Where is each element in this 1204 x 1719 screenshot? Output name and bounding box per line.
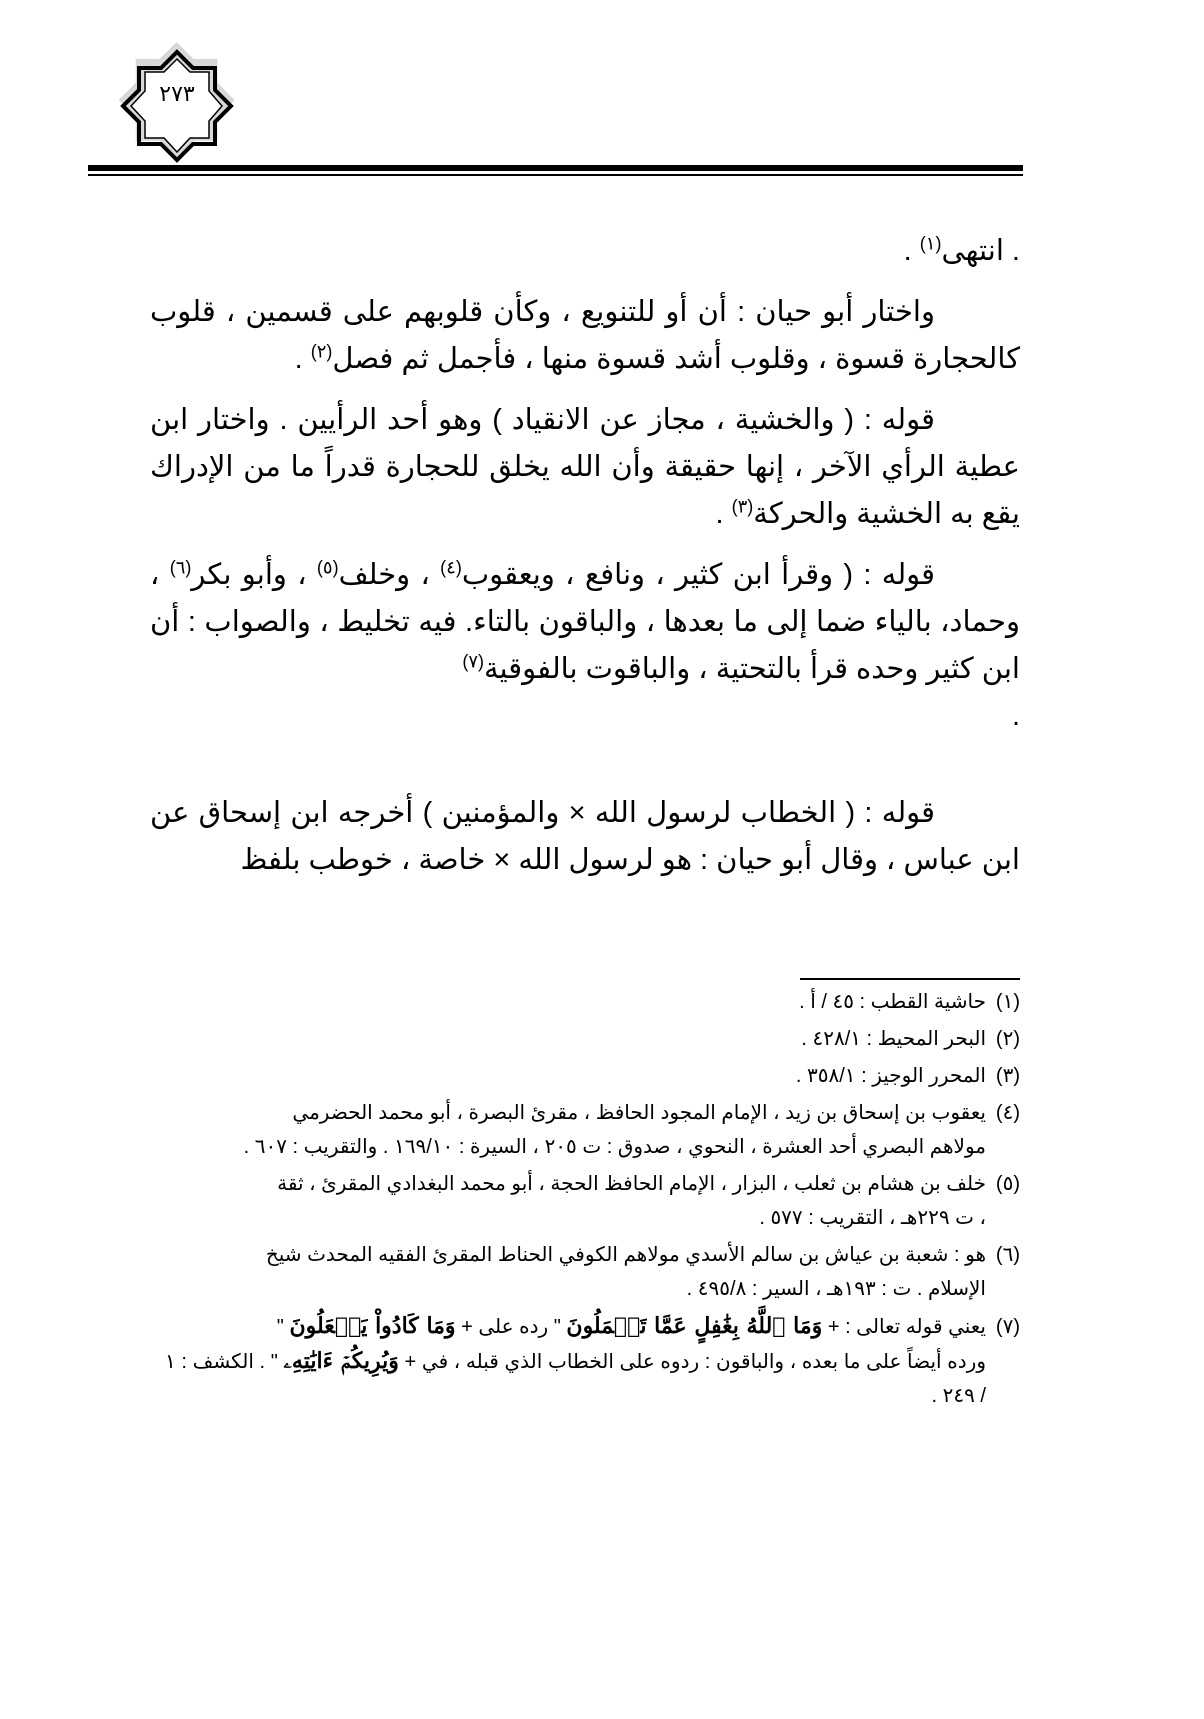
punctuation: . (1011, 700, 1020, 732)
paragraph-5 (150, 790, 1020, 884)
footnote-text: يعقوب بن إسحاق بن زيد ، الإمام المجود الحافظ ، مقرئ البصرة ، أبو محمد الحضرمي (292, 1102, 986, 1124)
footnote-4 (165, 1096, 1020, 1164)
footnote-text: " . الكشف : ١ / ٢٤٩ . (165, 1351, 986, 1407)
header-rule-thin (88, 174, 1023, 176)
footnote-text: حاشية القطب : ٤٥ / أ . (799, 991, 986, 1013)
paragraph-gap (150, 754, 1020, 790)
footnote-number: (٢) (995, 1028, 1020, 1050)
main-text (150, 228, 1020, 898)
footnote-3 (165, 1059, 1020, 1093)
footnote-7 (165, 1309, 1020, 1413)
page-number: ٢٧٣ (159, 82, 195, 107)
footnote-2 (165, 1022, 1020, 1056)
punctuation: . (294, 343, 303, 375)
paragraph-text: قوله : ( والخشية ، مجاز عن الانقياد ) وهو أحد الرأيين . واختار ابن عطية الرأي الآخر ، إنها حقيقة وأن الله يخلق للحجارة قدراً ما من الإدراك يقع به الخشية والحركة (150, 404, 1020, 530)
paragraph-text: . انتهى (941, 235, 1020, 267)
footnote-ref: (٥) (316, 557, 339, 578)
footnote-separator (800, 978, 1020, 980)
paragraph-text: قوله : ( وقرأ ابن كثير ، ونافع ، ويعقوب (461, 559, 936, 591)
footnote-number: (٦) (995, 1244, 1020, 1266)
paragraph-text: ، وحماد، بالياء ضما إلى ما بعدها ، والباقون بالتاء. فيه تخليط ، والصواب : أن ابن كثير وحده قرأ بالتحتية ، والباقوت بالفوقية (150, 559, 1020, 685)
footnote-text: هو : شعبة بن عياش بن سالم الأسدي مولاهم الكوفي الحناط المقرئ الفقيه المحدث شيخ (265, 1244, 986, 1266)
quran-verse: وَمَا ٱللَّهُ بِغَٰفِلٍ عَمَّا تَعۡمَلُونَ (566, 1313, 823, 1339)
paragraph-3 (150, 397, 1020, 538)
footnote-continuation: ، ت ٢٢٩هـ ، التقريب : ٥٧٧ . (759, 1207, 986, 1229)
footnote-text: " رده على + (461, 1316, 561, 1338)
quran-verse: وَمَا كَادُواْ يَفۡعَلُونَ (289, 1313, 456, 1339)
paragraph-1 (150, 228, 1020, 275)
page-number-ornament (113, 42, 248, 167)
footnote-text: خلف بن هشام بن ثعلب ، البزار ، الإمام الحافظ الحجة ، أبو محمد البغدادي المقرئ ، ثقة (277, 1173, 986, 1195)
paragraph-2 (150, 289, 1020, 383)
paragraph-text: ، وخلف (338, 559, 430, 591)
footnote-number: (٥) (995, 1173, 1020, 1195)
footnote-number: (٧) (995, 1316, 1020, 1338)
footnote-number: (٤) (995, 1102, 1020, 1124)
paragraph-text: ، وأبو بكر (191, 559, 307, 591)
footnote-ref: (١) (919, 233, 942, 254)
footnote-6 (165, 1238, 1020, 1306)
footnote-ref: (٣) (731, 496, 754, 517)
footnote-5 (165, 1167, 1020, 1235)
footnote-text: البحر المحيط : ٤٢٨/١ . (801, 1028, 986, 1050)
quran-verse: وَيُرِيكُمۡ ءَايَٰتِهِۦ (283, 1348, 399, 1374)
footnote-ref: (٧) (462, 651, 484, 672)
footnote-continuation: مولاهم البصري أحد العشرة ، النحوي ، صدوق : ت ٢٠٥ ، السيرة : ١٦٩/١٠ . والتقريب : ٦٠٧ . (243, 1136, 986, 1158)
footnotes (165, 985, 1020, 1416)
paragraph-text: قوله : ( الخطاب لرسول الله × والمؤمنين ) أخرجه ابن إسحاق عن ابن عباس ، وقال أبو حيان : هو لرسول الله × خاصة ، خوطب بلفظ (150, 797, 1020, 876)
footnote-text: " (276, 1316, 284, 1338)
footnote-ref: (٤) (440, 557, 462, 578)
footnote-continuation (165, 1344, 1020, 1413)
punctuation: . (903, 235, 912, 267)
header-rule-thick (88, 165, 1023, 171)
footnote-text: يعني قوله تعالى : + (827, 1316, 986, 1338)
footnote-text: المحرر الوجيز : ٣٥٨/١ . (795, 1065, 986, 1087)
footnote-text: ورده أيضاً على ما بعده ، والباقون : ردوه على الخطاب الذي قبله ، في + (404, 1351, 986, 1373)
punctuation: . (715, 498, 724, 530)
footnote-number: (٣) (995, 1065, 1020, 1087)
footnote-number: (١) (995, 991, 1020, 1013)
footnote-ref: (٢) (310, 341, 333, 362)
footnote-ref: (٦) (169, 557, 192, 578)
footnote-1 (165, 985, 1020, 1019)
paragraph-text: واختار أبو حيان : أن أو للتنويع ، وكأن قلوبهم على قسمين ، قلوب كالحجارة قسوة ، وقلوب أشد قسوة منها ، فأجمل ثم فصل (150, 296, 1020, 375)
footnote-continuation: الإسلام . ت : ١٩٣هـ ، السير : ٤٩٥/٨ . (686, 1278, 986, 1300)
paragraph-4 (150, 552, 1020, 740)
